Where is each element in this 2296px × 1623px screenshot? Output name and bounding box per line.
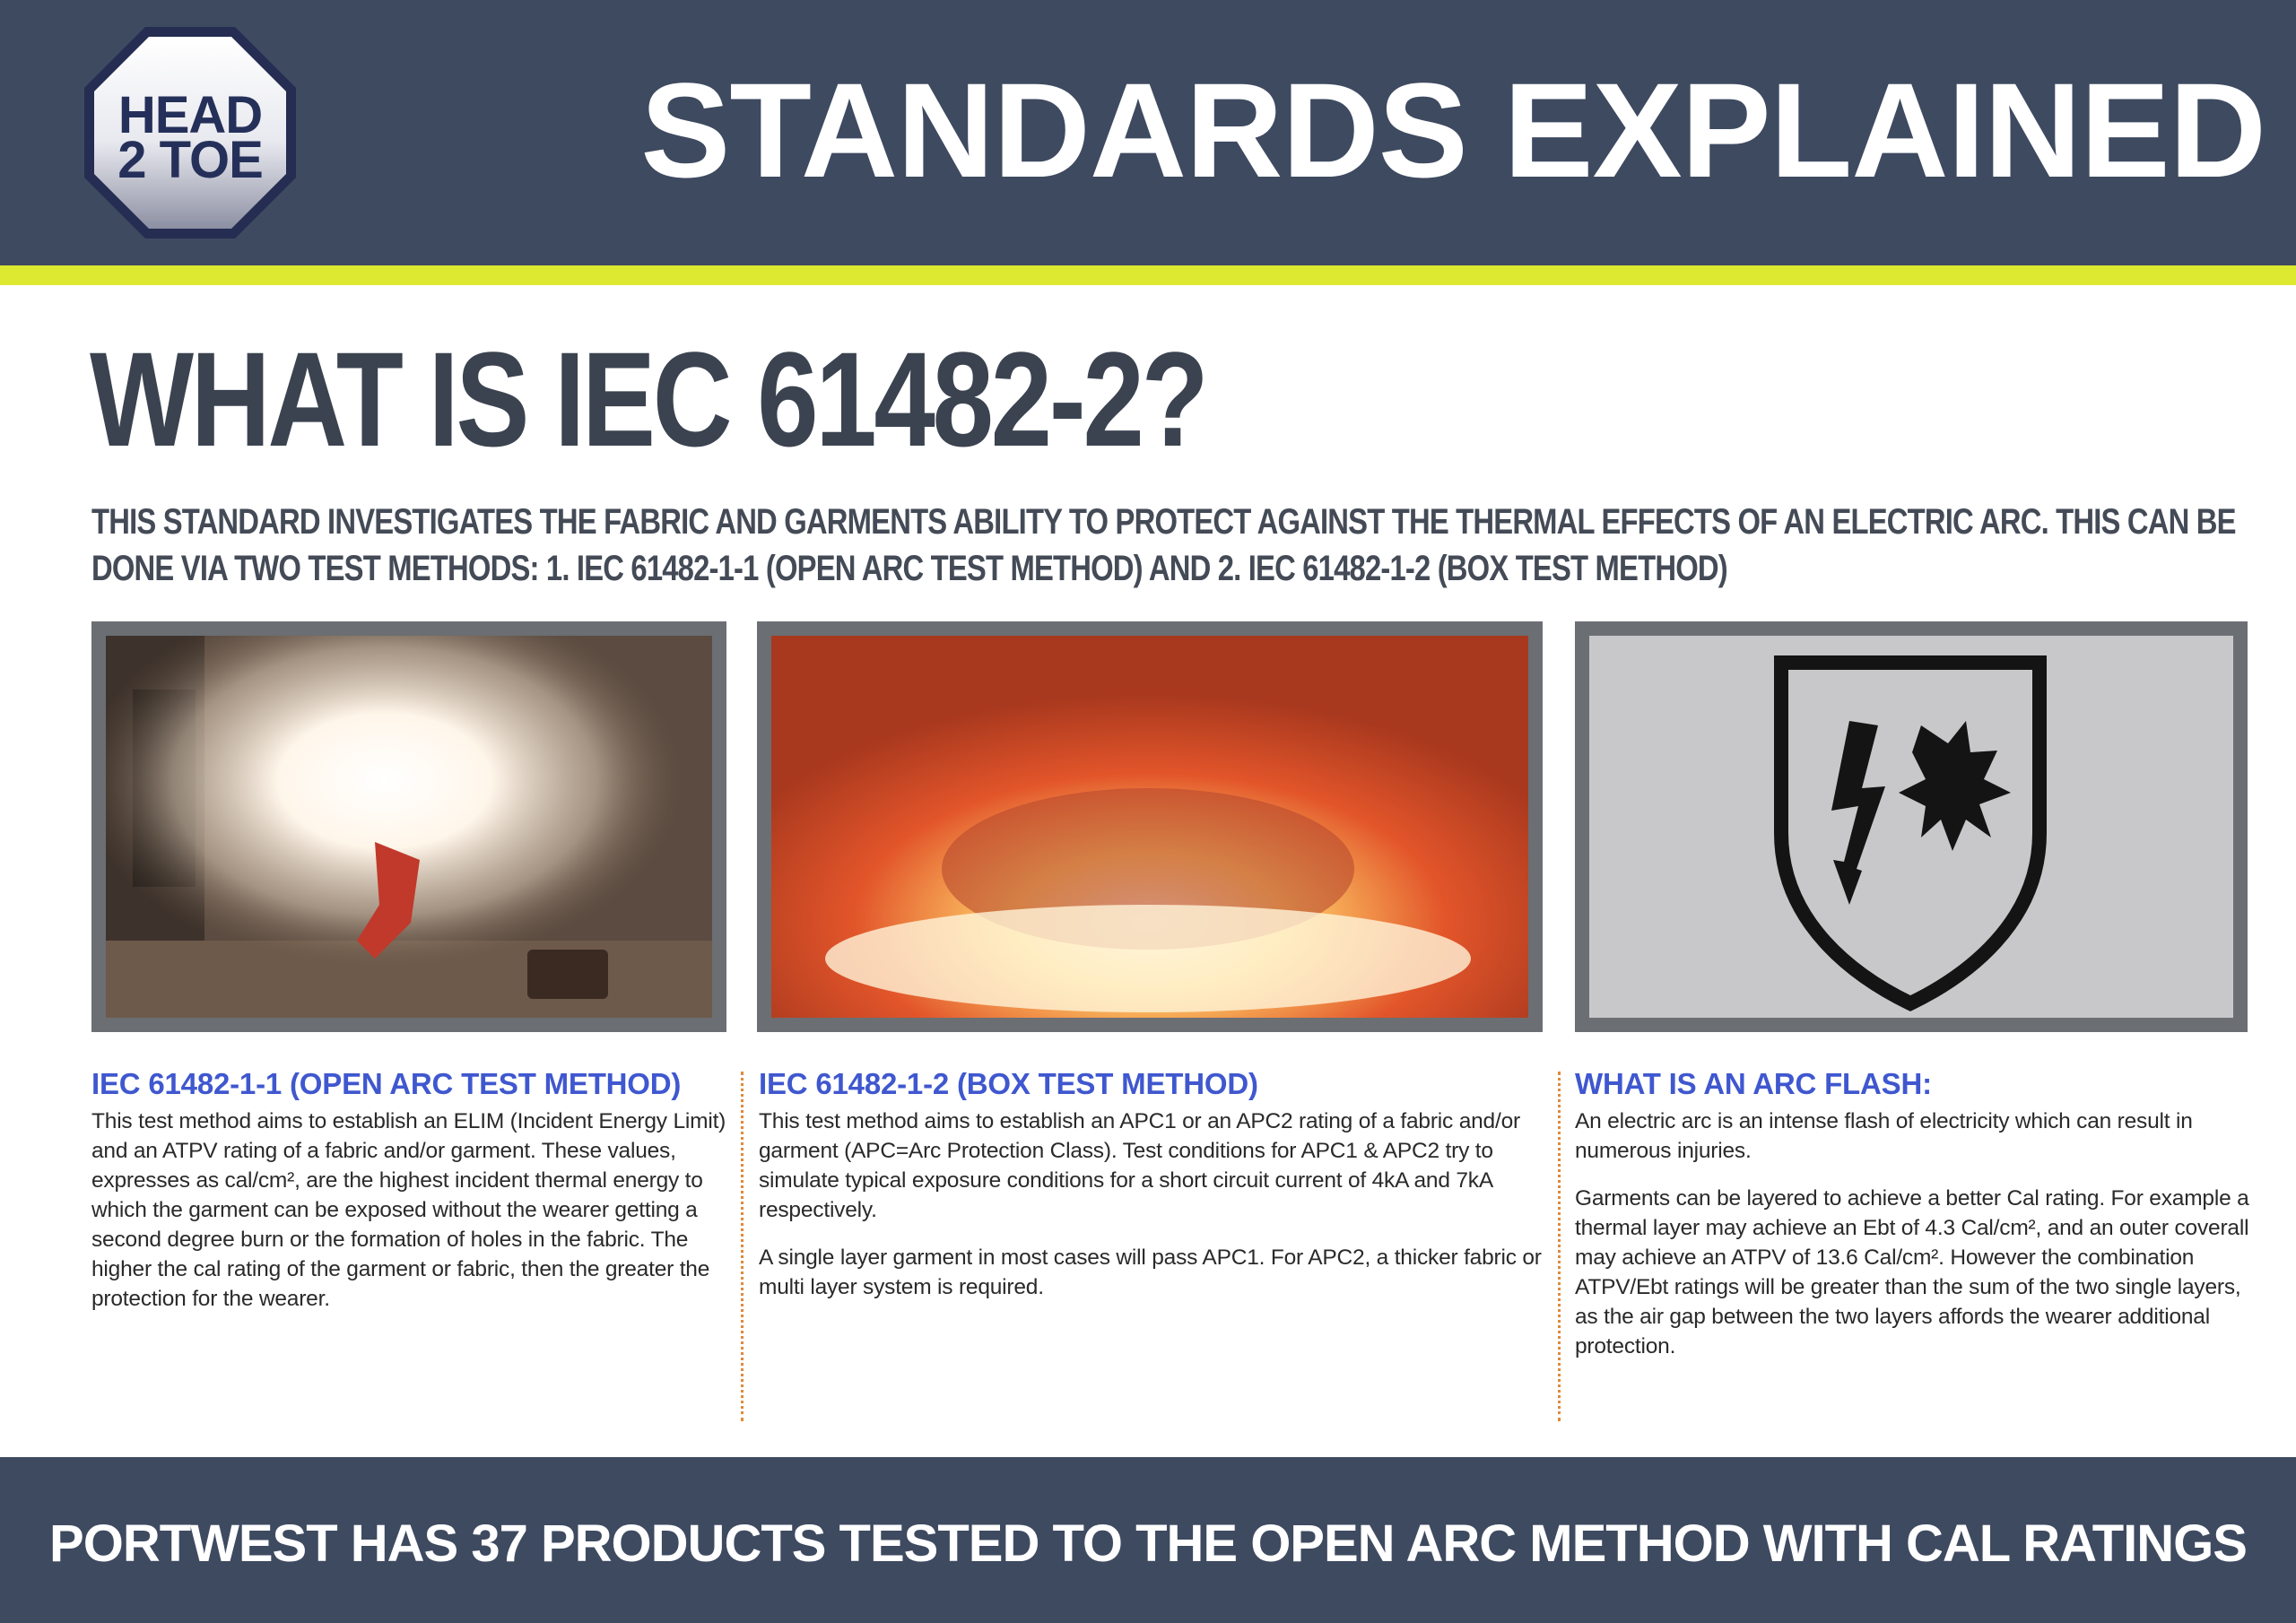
image-panel-open-arc <box>91 621 726 1032</box>
accent-stripe <box>0 265 2296 285</box>
box-test-photo <box>771 636 1528 1018</box>
open-arc-heading: IEC 61482-1-1 (OPEN ARC TEST METHOD) <box>91 1067 682 1100</box>
open-arc-test-photo <box>106 636 712 1018</box>
column-divider <box>1558 1072 1561 1421</box>
column-open-arc <box>91 1065 735 1332</box>
column-arc-flash <box>1575 1065 2257 1379</box>
open-arc-paragraph: This test method aims to establish an ELIM (Incident Energy Limit) and an ATPV rating of a fabric and/or garment. These values, expresses as cal/cm², are the highest incident thermal energy to which the garment can be exposed without the wearer getting a second degree burn or the formation of holes in the fabric. The higher the cal rating of the garment or fabric, then the greater the protection for the wearer. <box>91 1109 726 1311</box>
header-bar <box>0 0 2296 265</box>
head2toe-logo <box>81 23 300 242</box>
logo-line-2: 2 TOE <box>117 131 263 189</box>
column-box-test <box>759 1065 1548 1320</box>
arc-flash-heading: WHAT IS AN ARC FLASH: <box>1575 1067 1932 1100</box>
box-test-paragraph-1: This test method aims to establish an APC1 or an APC2 rating of a fabric and/or garment (APC=Arc Protection Class). Test conditions for APC1 & APC2 try to simulate typical exposure conditions for a short circuit current of 4kA and 7kA respectively. <box>759 1109 1520 1222</box>
footer-bar <box>0 1457 2296 1623</box>
logo-line-1: HEAD <box>117 86 263 144</box>
header-title: STANDARDS EXPLAINED <box>640 55 2266 205</box>
arc-flash-paragraph-2: Garments can be layered to achieve a better Cal rating. For example a thermal layer may achieve an Ebt of 4.3 Cal/cm², and an outer coverall may achieve an ATPV of 13.6 Cal/cm². However the combination ATPV/Ebt ratings will be greater than the sum of the two single layers, as the air gap between the two layers affords the wearer additional protection. <box>1575 1186 2249 1358</box>
footer-text: PORTWEST HAS 37 PRODUCTS TESTED TO THE OPEN ARC METHOD WITH CAL RATINGS <box>49 1515 2247 1573</box>
electric-arc-shield-icon <box>1589 636 2233 1018</box>
column-divider <box>741 1072 744 1421</box>
arc-flash-paragraph-1: An electric arc is an intense flash of electricity which can result in numerous injuries. <box>1575 1109 2193 1163</box>
box-test-paragraph-2: A single layer garment in most cases will pass APC1. For APC2, a thicker fabric or multi layer system is required. <box>759 1245 1542 1299</box>
image-panel-box-test <box>757 621 1543 1032</box>
image-panel-arc-symbol <box>1575 621 2248 1032</box>
box-test-heading: IEC 61482-1-2 (BOX TEST METHOD) <box>759 1067 1258 1100</box>
intro-text: THIS STANDARD INVESTIGATES THE FABRIC AND GARMENTS ABILITY TO PROTECT AGAINST THE THERMAL EFFECTS OF AN ELECTRIC ARC. THIS CAN BE DONE VIA TWO TEST METHODS: 1. IEC 61482-1-1 (OPEN ARC TEST METHOD) AND 2. IEC 61482-1-2 (BOX TEST METHOD) <box>91 502 2236 588</box>
page-title: WHAT IS IEC 61482-2? <box>90 324 1206 474</box>
